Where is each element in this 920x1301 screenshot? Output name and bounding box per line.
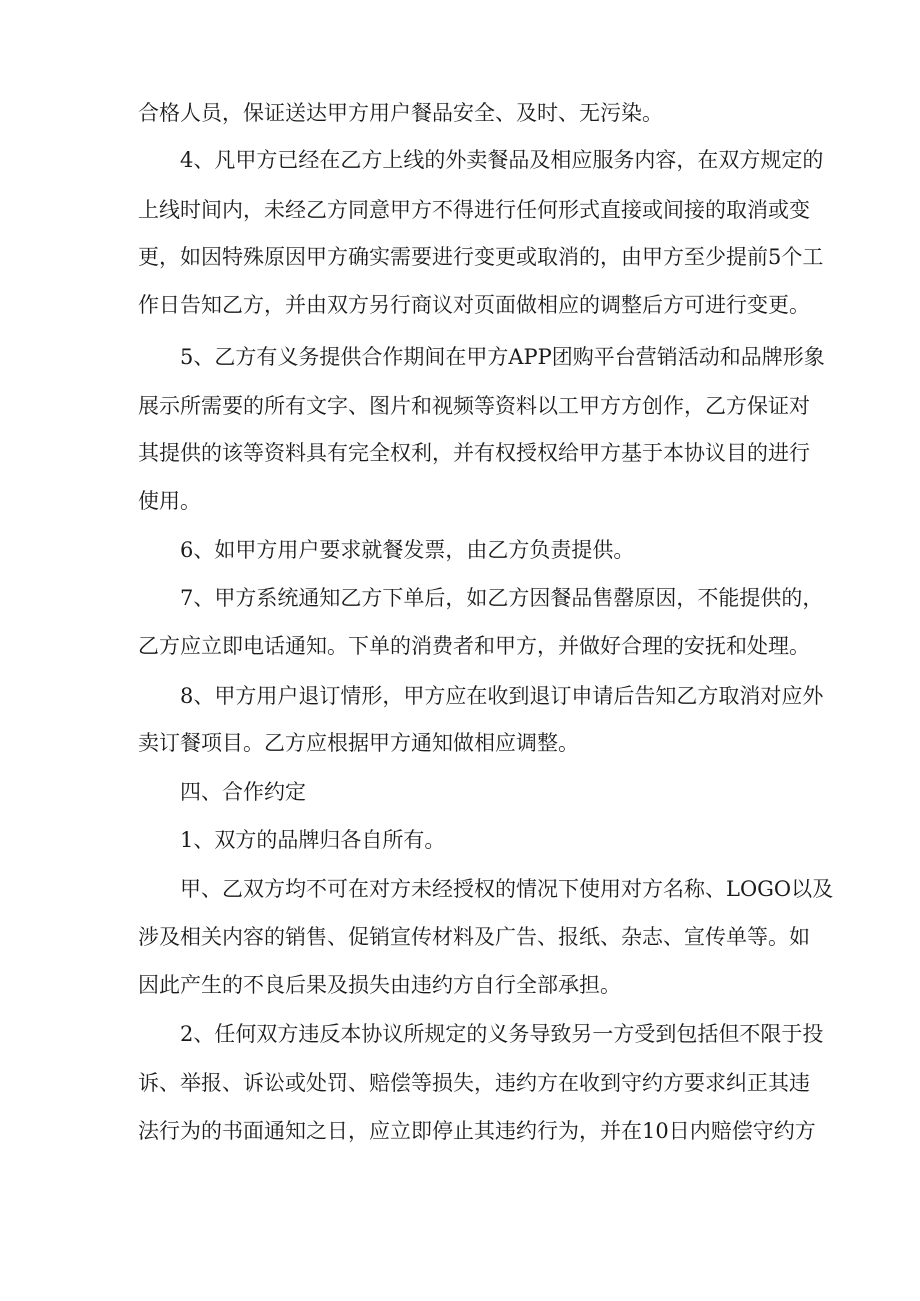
text-line-content: 乙方应立即电话通知。下单的消费者和甲方，并做好合理的安抚和处理。: [138, 634, 810, 658]
text-line: [0, 1116, 920, 1146]
text-line: [0, 583, 920, 613]
text-line: [0, 681, 920, 711]
text-line: [0, 825, 920, 855]
text-line: [0, 195, 920, 225]
text-line: [0, 486, 920, 516]
text-line-content: 2、任何双方违反本协议所规定的义务导致另一方受到包括但不限于投: [180, 1022, 824, 1046]
text-line-content: 1、双方的品牌归各自所有。: [180, 828, 446, 852]
text-line-content: 展示所需要的所有文字、图片和视频等资料以工甲方方创作，乙方保证对: [138, 394, 810, 418]
text-line-content: 5、乙方有义务提供合作期间在甲方APP团购平台营销活动和品牌形象: [180, 345, 825, 369]
text-line-content: 甲、乙双方均不可在对方未经授权的情况下使用对方名称、LOGO以及: [180, 877, 834, 901]
text-line: [0, 922, 920, 952]
text-line-content: 6、如甲方用户要求就餐发票，由乙方负责提供。: [180, 538, 635, 562]
text-line: [0, 535, 920, 565]
text-line: [0, 970, 920, 1000]
text-line: [0, 98, 920, 128]
text-line-content: 使用。: [138, 489, 201, 513]
section-heading: [0, 777, 920, 807]
text-line: [0, 242, 920, 272]
section-heading-text: 四、合作约定: [180, 780, 306, 804]
text-line-content: 诉、举报、诉讼或处罚、赔偿等损失，违约方在收到守约方要求纠正其违: [138, 1071, 810, 1095]
text-line-content: 4、凡甲方已经在乙方上线的外卖餐品及相应服务内容，在双方规定的: [180, 148, 824, 172]
text-line: [0, 342, 920, 372]
text-line-content: 更，如因特殊原因甲方确实需要进行变更或取消的，由甲方至少提前5个工: [138, 245, 824, 269]
text-line: [0, 728, 920, 758]
text-line-content: 法行为的书面通知之日，应立即停止其违约行为，并在10日内赔偿守约方: [138, 1119, 816, 1143]
text-line: [0, 1019, 920, 1049]
text-line: [0, 438, 920, 468]
text-line: [0, 874, 920, 904]
text-line-content: 作日告知乙方，并由双方另行商议对页面做相应的调整后方可进行变更。: [138, 293, 810, 317]
text-line: [0, 1068, 920, 1098]
text-line-content: 因此产生的不良后果及损失由违约方自行全部承担。: [138, 973, 621, 997]
text-line-content: 7、甲方系统通知乙方下单后，如乙方因餐品售罄原因，不能提供的，: [180, 586, 824, 610]
text-line-content: 卖订餐项目。乙方应根据甲方通知做相应调整。: [138, 731, 579, 755]
text-line: [0, 391, 920, 421]
text-line-content: 8、甲方用户退订情形，甲方应在收到退订申请后告知乙方取消对应外: [180, 684, 824, 708]
text-line: [0, 290, 920, 320]
text-line-content: 其提供的该等资料具有完全权利，并有权授权给甲方基于本协议目的进行: [138, 441, 810, 465]
text-line: [0, 145, 920, 175]
text-line: [0, 631, 920, 661]
text-line-content: 涉及相关内容的销售、促销宣传材料及广告、报纸、杂志、宣传单等。如: [138, 925, 810, 949]
text-line-content: 上线时间内，未经乙方同意甲方不得进行任何形式直接或间接的取消或变: [138, 198, 810, 222]
text-line-content: 合格人员，保证送达甲方用户餐品安全、及时、无污染。: [138, 101, 663, 125]
